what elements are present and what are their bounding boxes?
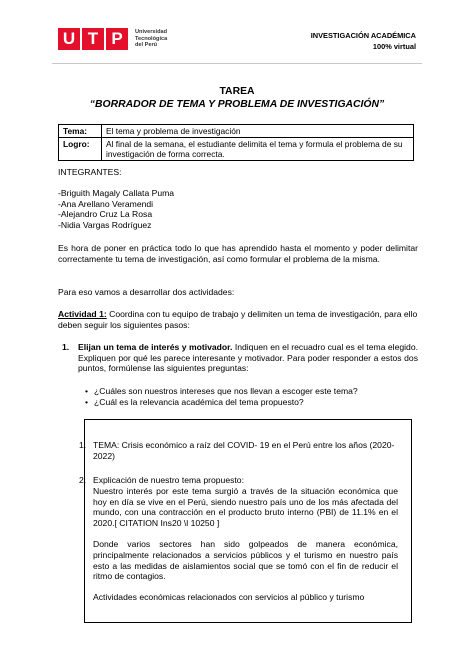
box-item-1-number: 1.	[79, 440, 87, 450]
activity-1-text: Coordina con tu equipo de trabajo y delimiten un tema de investigación, para ello deben seguir los siguientes pasos:	[58, 309, 418, 330]
tema-value: El tema y problema de investigación	[102, 125, 414, 138]
integrantes-label: INTEGRANTES:	[58, 167, 122, 177]
member-item: -Alejandro Cruz La Rosa	[58, 209, 153, 220]
box-item-2-number: 2.	[79, 475, 87, 485]
step-1-heading: Elijan un tema de interés y motivador.	[78, 342, 233, 352]
activity-1-label: Actividad 1:	[58, 309, 107, 319]
utp-logo	[58, 28, 167, 50]
step-1-text: Indiquen en el recuadro cual es el tema elegido. Expliquen por qué les parece interesante y motivador. Para poder responder a estos dos puntos, formúlense las siguientes preguntas:	[78, 342, 418, 374]
header-course: INVESTIGACIÓN ACADÉMICA	[310, 31, 416, 40]
box-item-2-paragraph-2: Donde varios sectores han sido golpeados de manera económica, principalmente relacionados a servicios públicos y el turismo en nuestro país esto a las medidas de aislamientos social que se tomó con el fin de reducir el ritmo de contagios.	[93, 538, 398, 582]
university-line-1: Universidad	[135, 29, 168, 36]
logo-letter-t: T	[82, 28, 104, 50]
bullet-icon: •	[85, 386, 89, 396]
header-divider	[52, 63, 422, 64]
logro-value: Al final de la semana, el estudiante delimita el tema y formula el problema de su investigación de forma correcta.	[102, 138, 414, 161]
header-right	[311, 30, 416, 52]
table-row	[59, 125, 414, 138]
logro-label: Logro:	[59, 138, 102, 161]
box-item-2-heading: Explicación de nuestro tema propuesto:	[93, 475, 244, 485]
question-text: ¿Cuál es la relevancia académica del tema propuesto?	[94, 397, 304, 407]
box-item-2	[79, 475, 398, 603]
activities-intro: Para eso vamos a desarrollar dos actividades:	[58, 287, 235, 297]
university-line-2: Tecnológica	[135, 35, 168, 42]
member-item: -Briguith Magaly Callata Puma	[58, 188, 175, 198]
box-item-2-paragraph-1: Nuestro interés por este tema surgió a través de la situación económica que hoy en día se vive en el Perú, siendo nuestro país uno de los más afectada del mundo, con una contracción en el producto bruto interno (PBI) de 11.1% en el 2020.[ CITATION Ins20 \l 10250 ]	[93, 485, 398, 529]
info-table	[58, 124, 414, 161]
question-bullet	[85, 386, 358, 397]
intro-paragraph: Es hora de poner en práctica todo lo que has aprendido hasta el momento y poder delimitar correctamente tu tema de investigación, así como formular el problema de la misma.	[58, 243, 418, 264]
question-text: ¿Cuáles son nuestros intereses que nos llevan a escoger este tema?	[94, 386, 358, 396]
tema-label: Tema:	[59, 125, 102, 138]
logo-letter-p: P	[106, 28, 128, 50]
activity-1-paragraph	[58, 309, 418, 330]
step-1-number: 1.	[62, 342, 70, 352]
member-item: -Ana Arellano Veramendi	[58, 198, 154, 209]
box-item-1	[79, 440, 398, 462]
university-line-3: del Perú	[135, 42, 158, 49]
header-modality: 100% virtual	[372, 42, 416, 51]
table-row	[59, 138, 414, 161]
member-list	[58, 188, 418, 230]
document-title: TAREA	[219, 86, 255, 97]
question-bullet	[85, 397, 304, 408]
step-1	[62, 342, 418, 374]
box-item-2-paragraph-3: Actividades económicas relacionados con servicios al público y turismo	[93, 592, 365, 603]
box-item-1-text: TEMA: Crisis económico a raíz del COVID- 19 en el Perú entre los años (2020- 2022)	[93, 440, 395, 461]
member-item: -Nidia Vargas Rodríguez	[58, 219, 152, 230]
document-subtitle: “BORRADOR DE TEMA Y PROBLEMA DE INVESTIGACIÓN”	[89, 99, 385, 110]
logo-letter-u: U	[58, 28, 80, 50]
bullet-icon: •	[85, 397, 89, 407]
university-name	[135, 29, 167, 48]
